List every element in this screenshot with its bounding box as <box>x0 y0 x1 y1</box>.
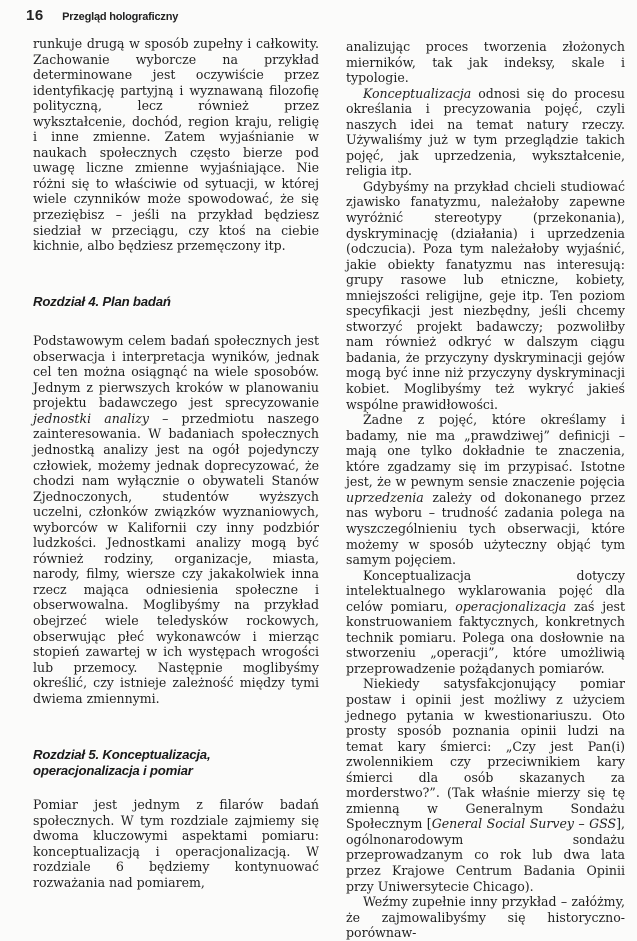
heading-line: Rozdział 5. Konceptualizacja, <box>33 747 211 763</box>
paragraph-historical-example: Weźmy zupełnie inny przykład – załóżmy, że zajmowalibyśmy się historyczno-porównaw- <box>346 894 625 941</box>
paragraph-fanaticism-example: Gdybyśmy na przykład chcieli studiować zjawisko fanatyzmu, należałoby zapewne wyróżnić stereotypy (przekonania), dyskryminację (działania) i uprzedzenia (odczucia). Poza tym należałoby wyjaśnić, jakie obiekty fanatyzmu nas interesują: grupy rasowe lub etniczne, kobiety, mniejszości religijne, geje itp. Ten poziom specyfikacji jest niezbędny, jeśli chcemy stworzyć projekt badawczy; pozwoliłby nam również odkryć w dalszym ciągu badania, że przyczyny dyskryminacji gejów mogą być inne niż przyczyny dyskryminacji kobiet. Moglibyśmy też wykryć jakieś wspólne prawidłowości. <box>346 178 625 412</box>
paragraph-research-design <box>33 333 319 706</box>
right-column <box>346 39 625 941</box>
paragraph-operationalization <box>346 568 625 677</box>
text-run: zaś jest konstruowaniem faktycznych, konkretnych technik pomiaru. Polega ona dosłownie na stworzeniu „operacji”, które umożliwią przeprowadzenie pożądanych pomiarów. <box>346 598 625 676</box>
text-run: ], ogólnonarodowym sondażu przeprowadzanym co rok lub dwa lata przez Krajowe Centrum Badania Opinii przy Uniwersytecie Chicago). <box>346 816 626 894</box>
section-heading-chapter5 <box>33 747 319 778</box>
term-operationalization: operacjonalizacja <box>455 598 567 614</box>
left-column <box>33 36 319 891</box>
text-run: Niekiedy satysfakcjonujący pomiar postaw i opinii jest możliwy z użyciem jednego pytania w kwestionariuszu. Oto prosty sposób poznania opinii ludzi na temat kary śmierci: „Czy jest Pan(i) zwolennikiem czy przeciwnikiem kary śmierci dla osób skazanych za morderstwo?”. (Tak właśnie mierzy się tę zmienną w Generalnym Sondażu Społecznym [ <box>346 676 625 832</box>
paragraph-survey-example <box>346 676 625 894</box>
running-head <box>26 7 178 27</box>
paragraph-chapter3-continuation: runkuje drugą w sposób zupełny i całkowity. Zachowanie wyborcze na przykład determinowane jest oczywiście przez identyfikację partyjną i wyznawaną filozofię polityczną, lecz również przez wykształcenie, dochód, region kraju, religię i inne zmienne. Zatem wyjaśnianie w naukach społecznych często bierze pod uwagę liczne zmienne wyjaśniające. Nie różni się to właściwie od sytuacji, w której wiele czynników może spowodować, że się przeziębisz – jeśli na przykład będziesz siedział w przeciągu, czy ktoś na ciebie kichnie, albo będziesz przemęczony itp. <box>33 36 319 254</box>
heading-line: operacjonalizacja i pomiar <box>33 762 193 778</box>
term-conceptualization: Konceptualizacja <box>362 85 472 101</box>
header-title: Przegląd holograficzny <box>62 11 179 23</box>
paragraph-continuation: analizując proces tworzenia złożonych mierników, tak jak indeksy, skale i typologie. <box>346 39 625 86</box>
page-number: 16 <box>26 7 44 24</box>
text-run: zależy od dokonanego przez nas wyboru – trudność zadania polega na wyszczególnieniu tych obserwacji, które możemy w sposób użyteczny objąć tym samym pojęciem. <box>346 489 625 568</box>
term-gss: General Social Survey – GSS <box>431 816 617 832</box>
text-run: Podstawowym celem badań społecznych jest obserwacja i interpretacja wyników, jednak cel ten można osiągnąć na wiele sposobów. Jednym z pierwszych kroków w planowaniu projektu badawczego jest sprecyzowanie <box>33 333 319 411</box>
term-unit-of-analysis: jednostki analizy <box>33 410 149 426</box>
section-heading-chapter4: Rozdział 4. Plan badań <box>33 293 171 309</box>
paragraph-definitions <box>346 412 625 567</box>
paragraph-measurement: Pomiar jest jednym z filarów badań społecznych. W tym rozdziale zajmiemy się dwoma kluczowymi aspektami pomiaru: konceptualizacją i operacjonalizacją. W rozdziale 6 będziemy kontynuować rozważania nad pomiarem, <box>33 797 319 891</box>
text-run: Konceptualizacja dotyczy intelektualnego wyklarowania pojęć dla celów pomiaru, <box>346 567 625 614</box>
text-run: odnosi się do procesu określania i precyzowania pojęć, czyli naszych idei na temat natury rzeczy. Używaliśmy już w tym przeglądzie takich pojęć, jak uprzedzenia, wykształcenie, religia itp. <box>346 85 625 179</box>
text-run: – przedmiotu naszego zainteresowania. W badaniach społecznych jednostką analizy jest na ogół pojedynczy człowiek, możemy jednak doprecyzować, że chodzi nam wyłącznie o obywateli Stanów Zjednoczonych, studentów wyższych uczelni, członków związków wyznaniowych, wyborców w Kalifornii czy inny podzbiór ludzkości. Jednostkami analizy mogą być również rodziny, organizacje, miasta, narody, filmy, wiersze czy jakakolwiek inna rzecz mająca odniesienia społeczne i obserwowalna. Moglibyśmy na przykład obejrzeć wiele teledysków rockowych, obserwując płeć wykonawców i mierząc stopień zawartej w ich występach wrogości lub przemocy. Następnie moglibyśmy określić, czy istnieje zależność między tymi dwiema zmiennymi. <box>33 410 320 706</box>
term-prejudice: uprzedzenia <box>346 489 424 505</box>
text-run: Żadne z pojęć, które określamy i badamy, nie ma „prawdziwej” definicji – mają one tylko dokładnie te znaczenia, które zgadzamy się im przypisać. Istotne jest, że w pewnym sensie znaczenie pojęcia <box>346 412 625 490</box>
paragraph-conceptualization <box>346 86 625 179</box>
